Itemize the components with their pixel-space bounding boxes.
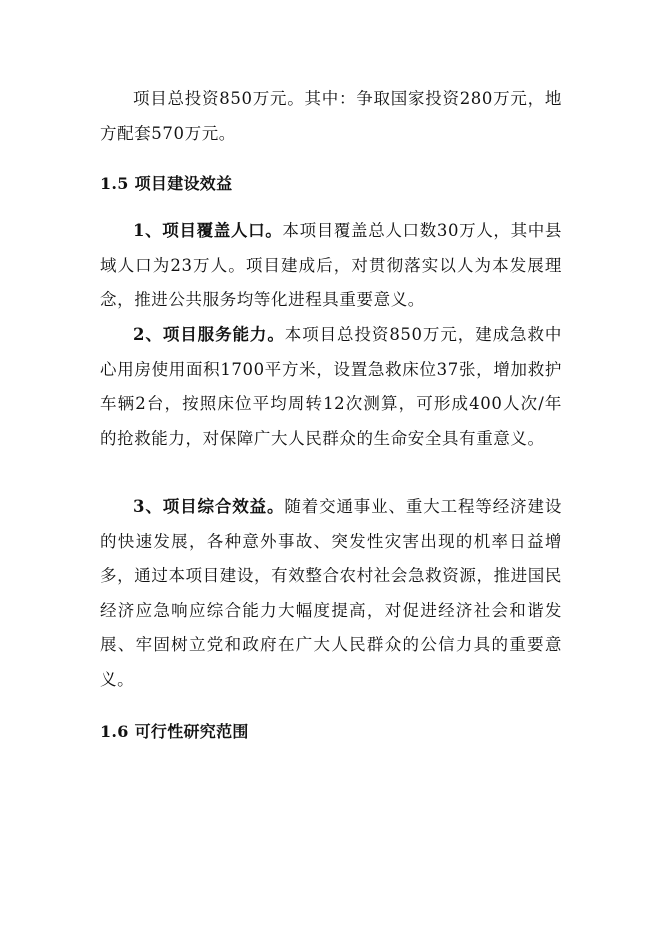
investment-paragraph [100,82,562,151]
benefit-lead-coverage: 1、项目覆盖人口。 [133,221,283,240]
benefit-paragraph-coverage [100,214,562,318]
section-heading-1-6: 1.6 可行性研究范围 [100,722,249,741]
benefit-lead-overall: 3、项目综合效益。 [133,497,285,516]
benefit-paragraph-service [100,318,562,456]
benefit-text-service: 本项目总投资850万元，建成急救中心用房使用面积1700平方米，设置急救床位37张，增加救护车辆2台，按照床位平均周转12次测算，可形成400人次/年的抢救能力，对保障广大人民群众的生命安全具有重意义。 [100,325,562,448]
benefit-text-overall: 随着交通事业、重大工程等经济建设的快速发展，各种意外事故、突发性灾害出现的机率日益增多，通过本项目建设，有效整合农村社会急救资源，推进国民经济应急响应综合能力大幅度提高，对促进经济社会和谐发展、牢固树立党和政府在广大人民群众的公信力具的重要意义。 [100,497,562,689]
investment-text: 项目总投资850万元。其中：争取国家投资280万元，地方配套570万元。 [100,89,562,143]
benefit-paragraph-overall [100,490,562,697]
benefit-lead-service: 2、项目服务能力。 [133,325,285,344]
section-heading-1-5: 1.5 项目建设效益 [100,174,233,193]
benefit-text-coverage: 本项目覆盖总人口数30万人，其中县域人口为23万人。项目建成后，对贯彻落实以人为本发展理念，推进公共服务均等化进程具重要意义。 [100,221,562,309]
